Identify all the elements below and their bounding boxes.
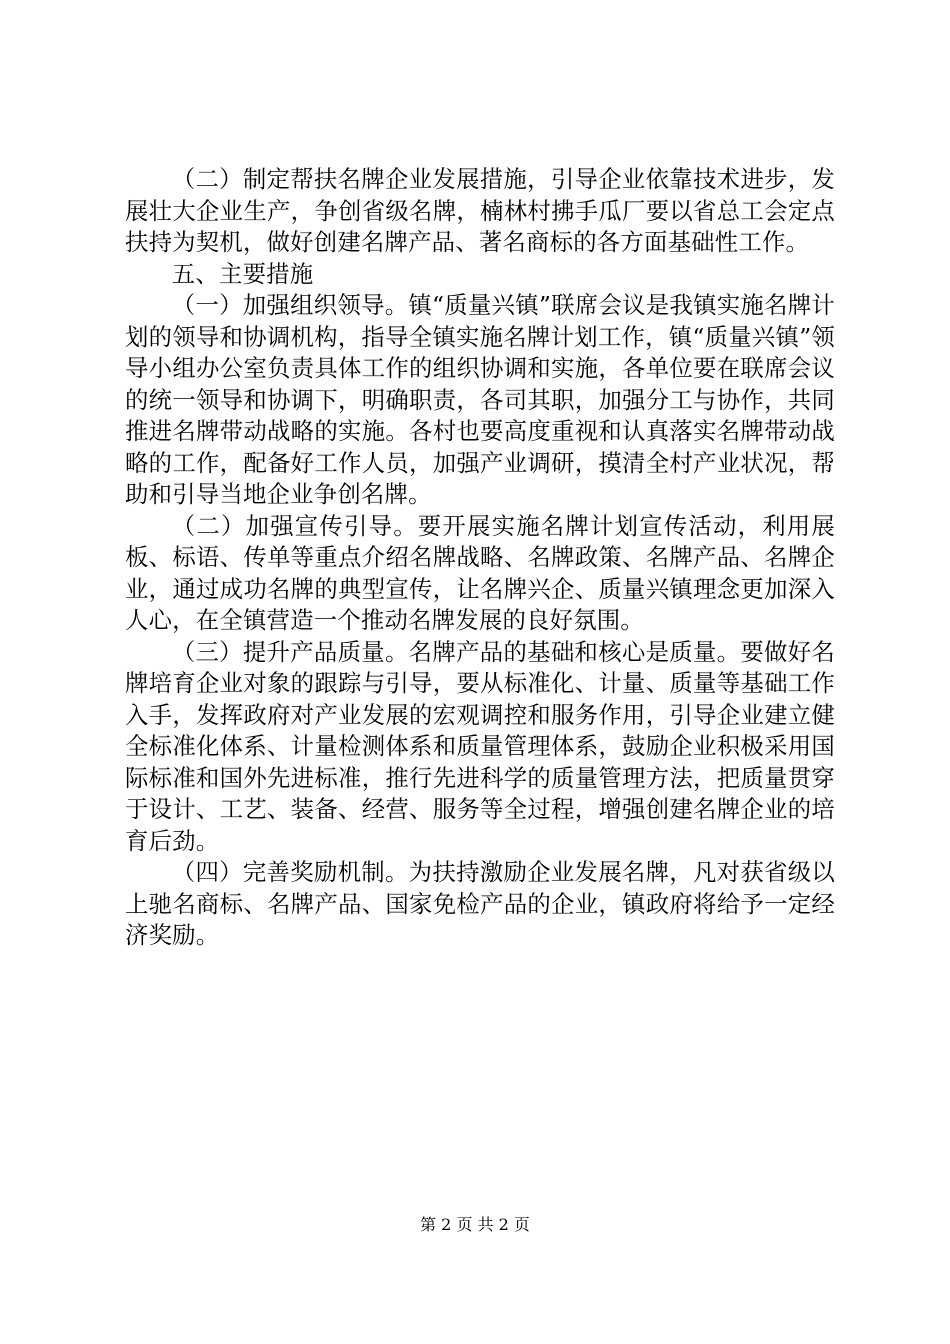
page-number-footer: 第 2 页 共 2 页 [420,1215,530,1234]
paragraph-publicity-guidance: （二）加强宣传引导。要开展实施名牌计划宣传活动，利用展板、标语、传单等重点介绍名牌战略、名牌政策、名牌产品、名牌企业，通过成功名牌的典型宣传，让名牌兴企、质量兴镇理念更加深入人心，在全镇营造一个推动名牌发展的良好氛围。 [125,511,835,634]
section-heading-main-measures: 五、主要措施 [171,259,314,288]
paragraph-organization-leadership: （一）加强组织领导。镇“质量兴镇”联席会议是我镇实施名牌计划的领导和协调机构，指导全镇实施名牌计划工作，镇“质量兴镇”领导小组办公室负责具体工作的组织协调和实施，各单位要在联席会议的统一领导和协调下，明确职责，各司其职，加强分工与协作，共同推进名牌带动战略的实施。各村也要高度重视和认真落实名牌带动战略的工作，配备好工作人员，加强产业调研，摸清全村产业状况，帮助和引导当地企业争创名牌。 [125,291,835,508]
paragraph-measure-2-brand-support: （二）制定帮扶名牌企业发展措施，引导企业依靠技术进步，发展壮大企业生产，争创省级名牌，楠林村拂手瓜厂要以省总工会定点扶持为契机，做好创建名牌产品、著名商标的各方面基础性工作。 [125,165,835,256]
document-body [125,164,835,952]
paragraph-reward-mechanism: （四）完善奖励机制。为扶持激励企业发展名牌，凡对获省级以上驰名商标、名牌产品、国家免检产品的企业，镇政府将给予一定经济奖励。 [125,858,835,949]
paragraph-product-quality: （三）提升产品质量。名牌产品的基础和核心是质量。要做好名牌培育企业对象的跟踪与引导，要从标准化、计量、质量等基础工作入手，发挥政府对产业发展的宏观调控和服务作用，引导企业建立健全标准化体系、计量检测体系和质量管理体系，鼓励企业积极采用国际标准和国外先进标准，推行先进科学的质量管理方法，把质量贯穿于设计、工艺、装备、经营、服务等全过程，增强创建名牌企业的培育后劲。 [125,637,835,855]
